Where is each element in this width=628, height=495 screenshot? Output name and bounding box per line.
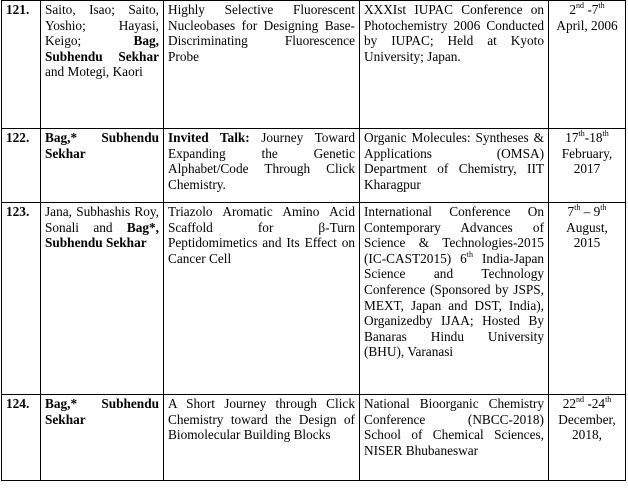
title-cell — [164, 129, 360, 203]
text-segment: 7 — [567, 204, 575, 219]
bold-text: Bag*, Subhendu Sekhar — [45, 219, 159, 251]
authors-cell — [41, 203, 164, 395]
entry-number: 121. — [2, 1, 41, 129]
entry-number: 124. — [2, 395, 41, 481]
text-segment: 22 — [562, 396, 576, 411]
publications-table — [1, 0, 626, 481]
table-row — [2, 395, 626, 481]
superscript-text: th — [602, 129, 609, 138]
title-cell — [164, 1, 360, 129]
conference-cell — [360, 129, 549, 203]
superscript-text: th — [600, 203, 607, 212]
conference-cell — [360, 395, 549, 481]
entry-number: 122. — [2, 129, 41, 203]
superscript-text: th — [578, 129, 585, 138]
conference-cell — [360, 1, 549, 129]
bold-text: Bag, Subhendu Sekhar — [45, 33, 159, 64]
superscript-text: th — [574, 203, 581, 212]
text-segment: Highly Selective Fluorescent Nucleobases for Designing Base-Discriminating Fluorescence Probe — [168, 2, 355, 64]
title-cell — [164, 395, 360, 481]
date-cell — [549, 203, 626, 395]
authors-cell — [41, 1, 164, 129]
superscript-text: nd — [576, 395, 584, 404]
authors-cell — [41, 395, 164, 481]
entry-number: 123. — [2, 203, 41, 395]
text-segment: and Motegi, Kaori — [45, 64, 143, 80]
bold-text: Bag,* Subhendu Sekhar — [45, 396, 159, 427]
superscript-text: nd — [576, 1, 584, 10]
text-segment: Saito, Isao; Saito, Yoshio; Hayasi, Keigo; — [45, 2, 159, 49]
conference-cell — [360, 203, 549, 395]
text-segment: XXXIst IUPAC Conference on Photochemistry 2006 Conducted by IUPAC; Held at Kyoto University; Japan. — [364, 2, 544, 64]
date-cell — [549, 1, 626, 129]
date-cell — [549, 395, 626, 481]
superscript-text: th — [605, 395, 612, 404]
text-segment: Journey Toward Expanding the Genetic Alphabet/Code Through Click Chemistry. — [168, 130, 355, 192]
superscript-text: th — [598, 1, 605, 10]
text-segment: 17 — [565, 130, 579, 145]
table-row — [2, 1, 626, 129]
text-segment: A Short Journey through Click Chemistry toward the Design of Biomolecular Building Blocks — [168, 396, 355, 443]
text-segment: India-Japan Science and Technology Conference (Sponsored by JSPS, MEXT, Japan and DST, India), Organizedby IJAA; Hosted By Banaras Hindu University (BHU), Varanasi — [364, 250, 544, 360]
text-segment: International Conference On Contemporary Advances of Science & Technologies-2015 (IC-CAST2015) 6 — [364, 204, 544, 266]
text-segment: National Bioorganic Chemistry Conference (NBCC-2018) School of Chemical Sciences, NISER Bhubaneswar — [364, 396, 544, 458]
bold-text: Bag,* Subhendu Sekhar — [45, 130, 159, 161]
text-segment: -18 — [584, 130, 603, 145]
text-segment: Organic Molecules: Syntheses & Applications (OMSA) Department of Chemistry, IIT Kharagpur — [364, 130, 544, 192]
text-segment: – 9 — [580, 204, 601, 219]
authors-cell — [41, 129, 164, 203]
text-segment: Jana, Subhashis Roy, Sonali and — [45, 204, 159, 235]
title-cell — [164, 203, 360, 395]
text-segment: -24 — [584, 396, 606, 411]
text-segment: -7 — [584, 2, 599, 17]
text-segment: December, 2018, — [558, 411, 616, 443]
text-segment: Triazolo Aromatic Amino Acid Scaffold for β-Turn Peptidomimetics and Its Effect on Cancer Cell — [168, 204, 355, 266]
table-row — [2, 129, 626, 203]
text-segment: February, 2017 — [561, 145, 613, 177]
date-cell — [549, 129, 626, 203]
bold-text: Invited Talk: — [168, 130, 250, 145]
table-row — [2, 203, 626, 395]
text-segment: 2 — [569, 2, 576, 17]
superscript-text: th — [466, 249, 474, 259]
text-segment: April, 2006 — [556, 17, 618, 33]
text-segment: August, 2015 — [566, 219, 608, 251]
